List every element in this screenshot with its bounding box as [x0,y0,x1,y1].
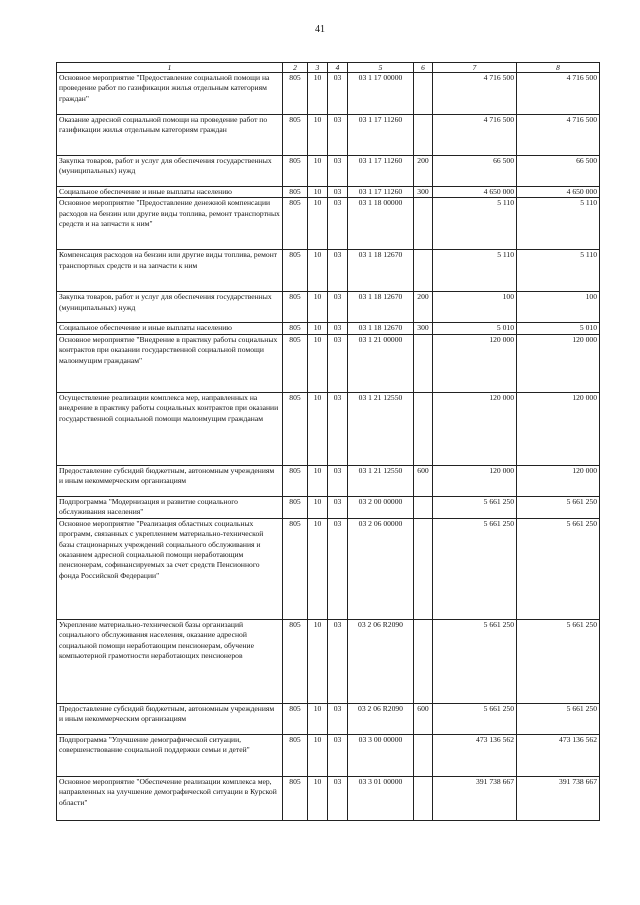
cell-pr: 03 [328,465,348,496]
header-cell: 2 [283,63,308,73]
cell-csr: 03 1 18 12670 [348,292,414,323]
table-row [57,198,600,250]
cell-sum2: 5 010 [517,323,600,334]
cell-rz: 10 [308,115,328,156]
cell-csr: 03 2 00 00000 [348,496,414,518]
cell-sum1: 120 000 [433,465,517,496]
cell-sum1: 120 000 [433,334,517,392]
cell-sum2: 5 661 250 [517,703,600,734]
cell-sum1: 5 010 [433,323,517,334]
table-row [57,292,600,323]
cell-sum1: 4 650 000 [433,187,517,198]
cell-grbs: 805 [283,334,308,392]
cell-sum1: 473 136 562 [433,734,517,776]
cell-csr: 03 1 18 12670 [348,323,414,334]
cell-grbs: 805 [283,734,308,776]
cell-sum2: 120 000 [517,392,600,465]
cell-rz: 10 [308,323,328,334]
cell-csr: 03 1 17 11260 [348,187,414,198]
cell-grbs: 805 [283,392,308,465]
cell-vr [414,115,433,156]
cell-sum1: 4 716 500 [433,73,517,115]
table-row [57,392,600,465]
cell-csr: 03 2 06 00000 [348,518,414,619]
cell-vr [414,518,433,619]
cell-vr: 200 [414,292,433,323]
cell-name: Социальное обеспечение и иные выплаты населению [57,323,283,334]
cell-rz: 10 [308,73,328,115]
cell-grbs: 805 [283,703,308,734]
cell-name: Укрепление материально-технической базы организаций социального обслуживания населения, оказание адресной социальной помощи неработающим пенсионерам, обучение компьютерной грамотности неработающих пенсионеров [57,619,283,703]
cell-sum2: 120 000 [517,465,600,496]
cell-csr: 03 3 00 00000 [348,734,414,776]
cell-vr [414,250,433,292]
cell-vr [414,198,433,250]
cell-name: Компенсация расходов на бензин или другие виды топлива, ремонт транспортных средств и на запчасти к ним [57,250,283,292]
budget-table [56,62,600,821]
cell-grbs: 805 [283,292,308,323]
table-header-row [57,63,600,73]
cell-name: Основное мероприятие "Предоставление денежной компенсации расходов на бензин или другие виды топлива, ремонт транспортных средств и на запчасти к ним" [57,198,283,250]
cell-sum2: 5 110 [517,250,600,292]
table-row [57,776,600,820]
cell-rz: 10 [308,156,328,187]
cell-sum2: 120 000 [517,334,600,392]
cell-vr: 600 [414,465,433,496]
table-row [57,703,600,734]
cell-name: Предоставление субсидий бюджетным, автономным учреждениям и иным некоммерческим организациям [57,703,283,734]
cell-name: Социальное обеспечение и иные выплаты населению [57,187,283,198]
cell-pr: 03 [328,323,348,334]
cell-name: Оказание адресной социальной помощи на проведение работ по газификации жилья отдельным категориям граждан [57,115,283,156]
cell-pr: 03 [328,198,348,250]
cell-name: Основное мероприятие "Внедрение в практику работы социальных контрактов при оказании государственной социальной помощи малоимущим гражданам" [57,334,283,392]
cell-vr [414,496,433,518]
cell-pr: 03 [328,73,348,115]
cell-rz: 10 [308,496,328,518]
cell-rz: 10 [308,465,328,496]
cell-sum1: 5 661 250 [433,703,517,734]
cell-sum2: 66 500 [517,156,600,187]
table-row [57,734,600,776]
cell-csr: 03 2 06 R2090 [348,703,414,734]
cell-rz: 10 [308,734,328,776]
cell-csr: 03 1 17 11260 [348,115,414,156]
cell-grbs: 805 [283,518,308,619]
header-cell: 1 [57,63,283,73]
cell-csr: 03 1 18 12670 [348,250,414,292]
cell-rz: 10 [308,198,328,250]
cell-sum1: 66 500 [433,156,517,187]
header-cell: 5 [348,63,414,73]
cell-name: Предоставление субсидий бюджетным, автономным учреждениям и иным некоммерческим организациям [57,465,283,496]
cell-csr: 03 1 17 11260 [348,156,414,187]
table-row [57,518,600,619]
cell-sum1: 5 661 250 [433,518,517,619]
table-row [57,465,600,496]
cell-pr: 03 [328,250,348,292]
cell-sum1: 391 738 667 [433,776,517,820]
cell-sum2: 4 716 500 [517,115,600,156]
cell-pr: 03 [328,496,348,518]
cell-pr: 03 [328,619,348,703]
cell-rz: 10 [308,187,328,198]
cell-csr: 03 1 21 12550 [348,392,414,465]
table-row [57,156,600,187]
cell-name: Основное мероприятие "Реализация областных социальных программ, связанных с укреплением материально-технической базы стационарных учреждений социального обслуживания и оказанием адресной социальной помощи неработающим пенсионерам, софинансируемых за счет средств Пенсионного фонда Российской Федерации" [57,518,283,619]
cell-grbs: 805 [283,187,308,198]
cell-vr [414,73,433,115]
cell-vr [414,619,433,703]
cell-sum2: 5 110 [517,198,600,250]
cell-name: Закупка товаров, работ и услуг для обеспечения государственных (муниципальных) нужд [57,156,283,187]
cell-sum1: 5 661 250 [433,496,517,518]
cell-rz: 10 [308,518,328,619]
cell-name: Подпрограмма "Модернизация и развитие социального обслуживания населения" [57,496,283,518]
page-number: 41 [315,24,325,35]
cell-sum2: 4 650 000 [517,187,600,198]
table-row [57,496,600,518]
cell-grbs: 805 [283,198,308,250]
cell-csr: 03 2 06 R2090 [348,619,414,703]
cell-vr [414,734,433,776]
table-row [57,115,600,156]
cell-sum2: 473 136 562 [517,734,600,776]
header-cell: 7 [433,63,517,73]
cell-rz: 10 [308,703,328,734]
cell-csr: 03 1 18 00000 [348,198,414,250]
cell-sum2: 4 716 500 [517,73,600,115]
cell-vr: 600 [414,703,433,734]
cell-vr: 300 [414,187,433,198]
cell-pr: 03 [328,156,348,187]
cell-sum1: 5 661 250 [433,619,517,703]
cell-sum2: 5 661 250 [517,496,600,518]
header-cell: 8 [517,63,600,73]
cell-grbs: 805 [283,496,308,518]
table-row [57,619,600,703]
cell-sum1: 4 716 500 [433,115,517,156]
table-row [57,323,600,334]
cell-sum2: 5 661 250 [517,518,600,619]
cell-rz: 10 [308,392,328,465]
cell-grbs: 805 [283,73,308,115]
cell-grbs: 805 [283,619,308,703]
table-row [57,250,600,292]
cell-vr [414,392,433,465]
cell-csr: 03 1 21 12550 [348,465,414,496]
table-row [57,187,600,198]
cell-vr [414,776,433,820]
cell-grbs: 805 [283,115,308,156]
cell-name: Осуществление реализации комплекса мер, направленных на внедрение в практику работы социальных контрактов при оказании государственной социальной помощи малоимущим гражданам [57,392,283,465]
cell-name: Закупка товаров, работ и услуг для обеспечения государственных (муниципальных) нужд [57,292,283,323]
cell-grbs: 805 [283,776,308,820]
header-cell: 3 [308,63,328,73]
cell-name: Основное мероприятие "Обеспечение реализации комплекса мер, направленных на улучшение демографической ситуации в Курской области" [57,776,283,820]
cell-rz: 10 [308,250,328,292]
cell-vr: 300 [414,323,433,334]
cell-pr: 03 [328,776,348,820]
cell-grbs: 805 [283,250,308,292]
cell-pr: 03 [328,703,348,734]
table-row [57,334,600,392]
cell-rz: 10 [308,334,328,392]
cell-rz: 10 [308,619,328,703]
cell-sum2: 100 [517,292,600,323]
cell-sum2: 391 738 667 [517,776,600,820]
cell-sum1: 120 000 [433,392,517,465]
table-row [57,73,600,115]
cell-sum1: 100 [433,292,517,323]
cell-sum1: 5 110 [433,198,517,250]
cell-sum2: 5 661 250 [517,619,600,703]
cell-name: Подпрограмма "Улучшение демографической ситуации, совершенствование социальной поддержки семьи и детей" [57,734,283,776]
cell-pr: 03 [328,187,348,198]
cell-pr: 03 [328,734,348,776]
cell-rz: 10 [308,776,328,820]
cell-pr: 03 [328,518,348,619]
cell-rz: 10 [308,292,328,323]
cell-grbs: 805 [283,323,308,334]
cell-vr [414,334,433,392]
cell-csr: 03 1 17 00000 [348,73,414,115]
header-cell: 6 [414,63,433,73]
cell-vr: 200 [414,156,433,187]
cell-grbs: 805 [283,465,308,496]
cell-pr: 03 [328,115,348,156]
cell-name: Основное мероприятие "Предоставление социальной помощи на проведение работ по газификации жилья отдельным категориям граждан" [57,73,283,115]
cell-pr: 03 [328,334,348,392]
cell-pr: 03 [328,392,348,465]
cell-grbs: 805 [283,156,308,187]
cell-csr: 03 1 21 00000 [348,334,414,392]
cell-csr: 03 3 01 00000 [348,776,414,820]
cell-sum1: 5 110 [433,250,517,292]
cell-pr: 03 [328,292,348,323]
header-cell: 4 [328,63,348,73]
